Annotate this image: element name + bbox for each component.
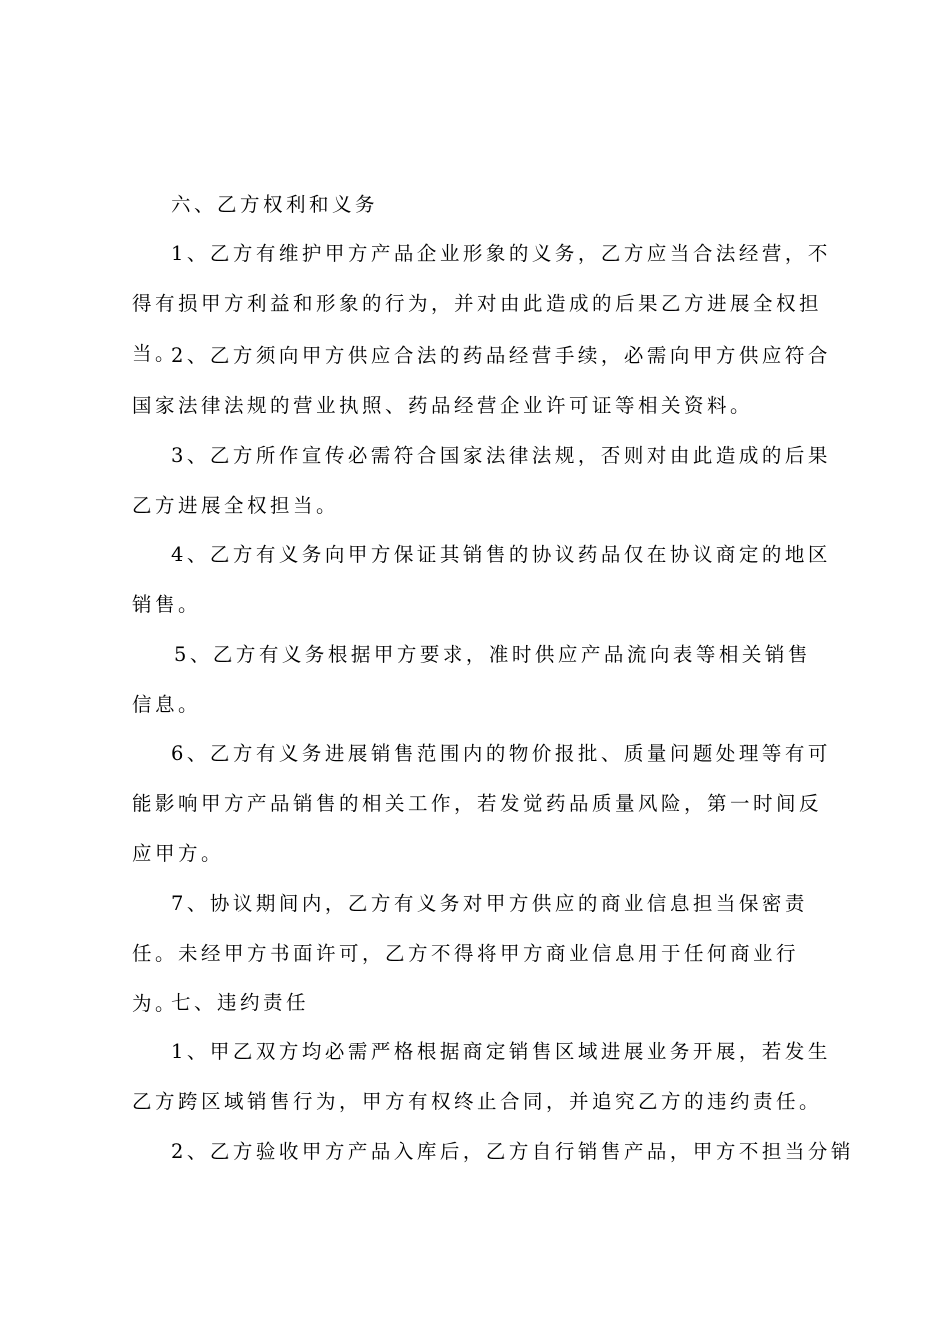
clause-paragraph: 4、乙方有义务向甲方保证其销售的协议药品仅在协议商定的地区销售。 (132, 543, 831, 616)
clause-paragraph: 3、乙方所作宣传必需符合国家法律法规，否则对由此造成的后果乙方进展全权担当。 (132, 444, 831, 517)
clause-paragraph: 1、甲乙双方均必需严格根据商定销售区域进展业务开展，若发生乙方跨区域销售行为，甲方有权终止合同，并追究乙方的违约责任。 (132, 1040, 831, 1113)
clause-paragraph: 2、乙方须向甲方供应合法的药品经营手续，必需向甲方供应符合国家法律法规的营业执照、药品经营企业许可证等相关资料。 (132, 344, 831, 417)
clause-paragraph: 6、乙方有义务进展销售范围内的物价报批、质量问题处理等有可能影响甲方产品销售的相关工作，若发觉药品质量风险，第一时间反应甲方。 (132, 742, 831, 865)
clause-paragraph: 7、协议期间内，乙方有义务对甲方供应的商业信息担当保密责任。未经甲方书面许可，乙方不得将甲方商业信息用于任何商业行为。 (132, 892, 808, 1015)
clause-paragraph: 5、乙方有义务根据甲方要求，准时供应产品流向表等相关销售信息。 (132, 643, 811, 716)
clause-paragraph: 2、乙方验收甲方产品入库后，乙方自行销售产品，甲方不担当分销 (171, 1140, 854, 1163)
section-heading-liability: 七、违约责任 (171, 991, 310, 1014)
clause-paragraph: 1、乙方有维护甲方产品企业形象的义务，乙方应当合法经营，不得有损甲方利益和形象的行为，并对由此造成的后果乙方进展全权担当。 (132, 242, 831, 365)
section-heading-party-b-rights: 六、乙方权利和义务 (171, 193, 379, 216)
